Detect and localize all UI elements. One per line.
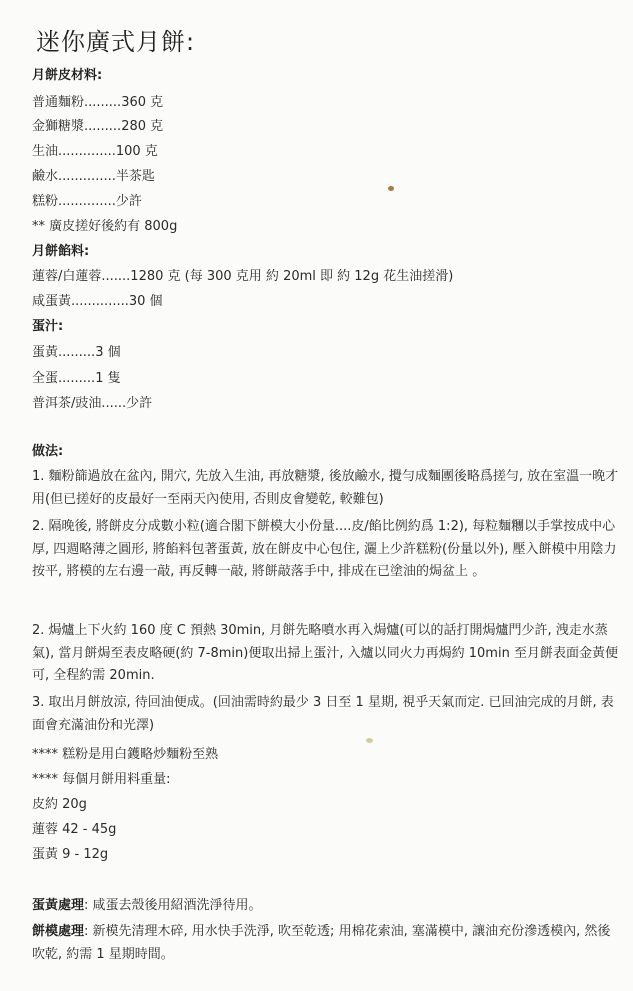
wash-item: 蛋黃.........3 個 [32,345,121,360]
skin-item: 金獅糖漿.........280 克 [32,119,164,134]
skin-item: 糕粉..............少許 [32,194,142,209]
skin-item: 普通麵粉.........360 克 [32,95,164,110]
mold-processing [32,921,622,966]
note-line: **** 每個月餅用料重量: [32,772,171,787]
scan-speck [388,186,394,191]
note-line: **** 糕粉是用白鑊略炒麵粉至熟 [32,747,219,762]
mold-processing-text: : 新模先清理木碎, 用水快手洗淨, 吹至乾透; 用棉花索油, 塞滿模中, 讓油充份滲透模內, 然後吹乾, 約需 1 星期時間。 [32,924,611,962]
scan-speck [366,738,373,743]
filling-item: 蓮蓉/白蓮蓉.......1280 克 (每 300 克用 約 20ml 即 約 12g 花生油搓滑) [32,269,454,284]
note-line: 皮約 20g [32,797,87,812]
note-line: 蛋黃 9 - 12g [32,847,109,862]
mold-processing-label: 餅模處理 [32,924,85,939]
method-step: 3. 取出月餅放涼, 待回油便成。(回油需時約最少 3 日至 1 星期, 視乎天氣而定. 已回油完成的月餅, 表面會充滿油份和光澤) [32,695,614,733]
wash-item: 全蛋.........1 隻 [32,371,121,386]
skin-note: ** 廣皮搓好後約有 800g [32,219,178,234]
page-title: 迷你廣式月餅: [36,28,196,56]
wash-heading: 蛋汁: [32,319,64,334]
method-step: 2. 隔晚後, 將餅皮分成數小粒(適合閣下餅模大小份量....皮/餡比例約爲 1:2), 每粒麵糰以手掌按成中心厚, 四週略薄之圓形, 將餡料包著蛋黃, 放在餅皮中心包住, 灑上少許糕粉(份量以外), 壓入餅模中用陰力按平, 將模的左右邊一敲, 再反轉一敲, 將餅敲落手中, 排成在已塗油的焗盆上 。 [32,519,617,579]
wash-item: 普洱茶/豉油......少許 [32,396,153,411]
note-line: 蓮蓉 42 - 45g [32,822,117,837]
egg-processing-text: : 咸蛋去殼後用紹酒洗淨待用。 [84,898,262,913]
method-step: 1. 麵粉篩過放在盆內, 開穴, 先放入生油, 再放糖漿, 後放鹼水, 攪勻成麵團後略爲搓勻, 放在室溫一晚才用(但已搓好的皮最好一至兩天內使用, 否則皮會變乾, 較難包) [32,469,619,507]
skin-item: 鹼水..............半茶匙 [32,169,155,184]
filling-item: 咸蛋黃..............30 個 [32,294,163,309]
egg-processing [32,895,622,918]
skin-heading: 月餅皮材料: [32,68,103,83]
skin-item: 生油..............100 克 [32,144,158,159]
egg-processing-label: 蛋黃處理 [32,898,85,913]
method-heading: 做法: [32,444,64,459]
method-step: 2. 焗爐上下火約 160 度 C 預熱 30min, 月餅先略噴水再入焗爐(可以的話打開焗爐門少許, 洩走水蒸氣), 當月餅焗至表皮略硬(約 7-8min)便取出掃上蛋汁, 入爐以同火力再焗約 10min 至月餅表面金黃便可, 全程約需 20min. [32,623,618,683]
filling-heading: 月餅餡料: [32,244,90,259]
